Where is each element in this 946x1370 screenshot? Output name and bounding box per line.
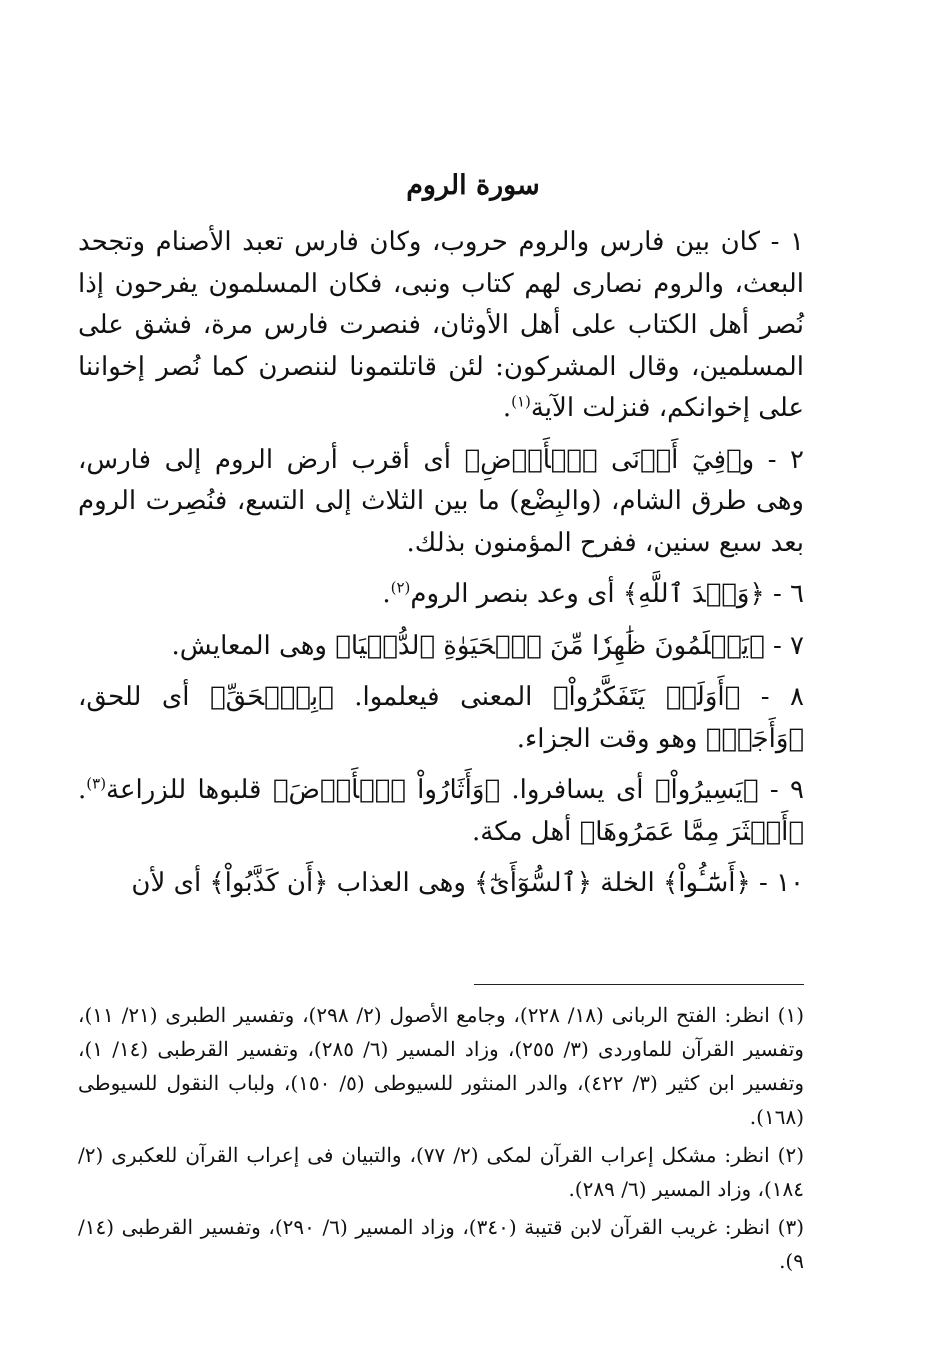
footnotes — [78, 998, 804, 1282]
verse-number: ٩ — [790, 775, 804, 805]
main-text — [78, 222, 804, 915]
paragraph-end: . ﴿أَكۡثَرَ مِمَّا عَمَرُوهَا﴾ أهل مكة. — [78, 775, 804, 847]
surah-title: سورة الروم — [406, 170, 540, 201]
paragraph-10 — [78, 863, 804, 905]
paragraph-text: - و﴿فِيٓ أَدۡنَى ٱلۡأَرۡضِ﴾ أى أقرب أرض الروم إلى فارس، وهى طرق الشام، (والبِضْع) ما بين الثلاث إلى التسع، فنُصِرت الروم بعد سبع سنين، ففرح المؤمنون بذلك. — [78, 444, 804, 558]
paragraph-text: - ﴿يَعۡلَمُونَ ظَٰهِرٗا مِّنَ ٱلۡحَيَوٰةِ ٱلدُّنۡيَا﴾ وهى المعايش. — [171, 630, 791, 661]
paragraph-1 — [78, 222, 804, 430]
footnote-2: (٢) انظر: مشكل إعراب القرآن لمكى (٢/ ٧٧)، والتبيان فى إعراب القرآن للعكبرى (٢/ ١٨٤)، وزاد المسير (٦/ ٢٨٩). — [78, 1143, 804, 1201]
verse-number: ٦ — [790, 579, 804, 609]
footnote-ref[interactable]: (٣) — [86, 774, 107, 793]
footnote-ref[interactable]: (١) — [511, 392, 531, 411]
paragraph-text: - ﴿أَوَلَمۡ يَتَفَكَّرُواْ﴾ المعنى فيعلموا. ﴿بِٱلۡحَقِّ﴾ أى للحق، ﴿وَأَجَلٖ﴾ وهو وقت الجزاء. — [78, 682, 804, 754]
paragraph-9 — [78, 770, 804, 853]
paragraph-text: - ﴿وَعۡدَ ٱللَّهِ﴾ أى وعد بنصر الروم — [410, 579, 791, 609]
paragraph-text: - كان بين فارس والروم حروب، وكان فارس تعبد الأصنام وتجحد البعث، والروم نصارى لهم كتاب ونبى، فكان المسلمون يفرحون إذا نُصر أهل الكتاب على أهل الأوثان، فنصرت فارس مرة، فشق على المسلمين، وقال المشركون: لئن قاتلتمونا لننصرن كما نُصر إخواننا على إخوانكم، فنزلت الآية — [78, 227, 804, 423]
paragraph-7 — [78, 626, 804, 668]
verse-number: ١٠ — [776, 868, 804, 898]
footnote-ref[interactable]: (٢) — [390, 578, 411, 597]
footnote-1: (١) انظر: الفتح الربانى (١٨/ ٢٢٨)، وجامع الأصول (٢/ ٢٩٨)، وتفسير الطبرى (٢١/ ١١)، وتفسير القرآن للماوردى (٣/ ٢٥٥)، وزاد المسير (٦/ ٢٨٥)، وتفسير القرطبى (١٤/ ١)، وتفسير ابن كثير (٣/ ٤٢٢)، والدر المنثور للسيوطى (٥/ ١٥٠)، ولباب النقول للسيوطى (١٦٨). — [78, 1003, 804, 1129]
paragraph-end: . — [382, 579, 391, 609]
footnote-3: (٣) انظر: غريب القرآن لابن قتيبة (٣٤٠)، وزاد المسير (٦/ ٢٩٠)، وتفسير القرطبى (١٤/ ٩). — [78, 1215, 805, 1273]
paragraph-2 — [78, 440, 804, 565]
paragraph-8 — [78, 677, 804, 760]
paragraph-end: . — [502, 393, 512, 423]
verse-number: ١ — [790, 227, 804, 257]
verse-number: ٧ — [790, 630, 804, 661]
paragraph-6 — [78, 574, 804, 616]
verse-number: ٨ — [790, 682, 804, 712]
footnote-divider — [474, 984, 804, 985]
paragraph-text: - ﴿أَسَٰٓـُٔواْ﴾ الخلة ﴿ٱلسُّوٓأَىٰٓ﴾ وهى العذاب ﴿أَن كَذَّبُواْ﴾ أى لأن — [131, 868, 777, 898]
verse-number: ٢ — [790, 444, 804, 475]
paragraph-text: - ﴿يَسِيرُواْ﴾ أى يسافروا. ﴿وَأَثَارُواْ ٱلۡأَرۡضَ﴾ قلبوها للزراعة — [106, 775, 791, 805]
